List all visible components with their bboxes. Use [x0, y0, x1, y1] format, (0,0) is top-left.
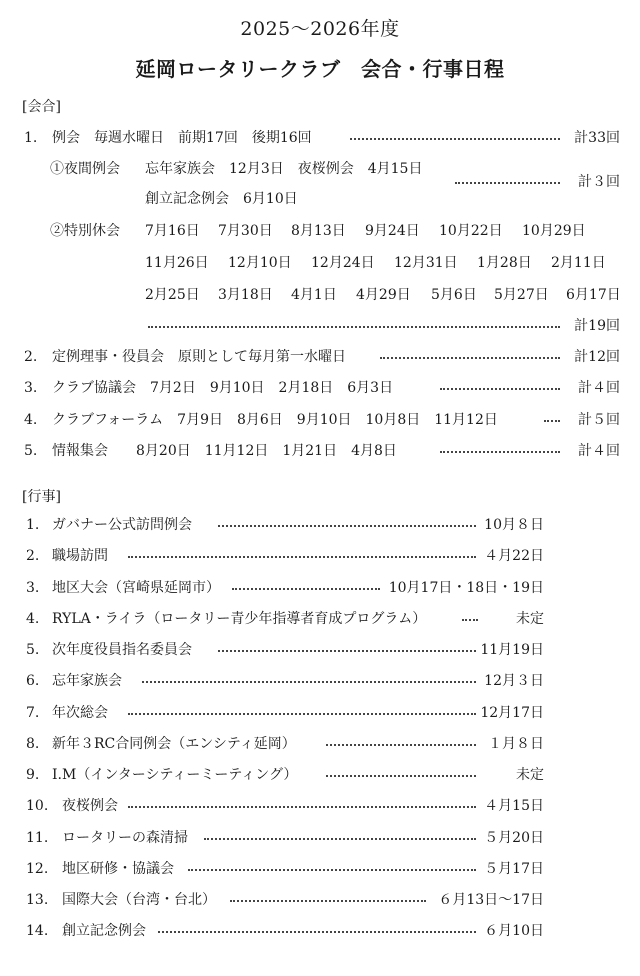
leader-dots [380, 357, 560, 359]
event-item [0, 640, 640, 660]
event-item [0, 890, 640, 910]
event-number: 12. [26, 861, 49, 877]
holiday-date: 2月11日 [551, 255, 606, 271]
event-name: 年次総会 [52, 705, 108, 721]
fiscal-year: 2025〜2026年度 [240, 18, 400, 40]
event-item [0, 921, 640, 941]
event-date: 12月17日 [480, 705, 544, 721]
meeting-text: 例会 毎週水曜日 前期17回 後期16回 [52, 130, 312, 146]
event-item [0, 828, 640, 848]
event-item [0, 609, 640, 629]
meeting-text: クラブ協議会 7月2日 9月10日 2月18日 6月3日 [52, 380, 394, 396]
event-date: 未定 [516, 767, 544, 783]
holiday-date: 2月25日 [145, 287, 200, 303]
leader-dots [462, 619, 478, 621]
holiday-date: 8月13日 [291, 223, 346, 239]
event-name: RYLA・ライラ（ロータリー青少年指導者育成プログラム） [52, 611, 427, 627]
meeting-total: 計４回 [578, 443, 620, 459]
event-item [0, 515, 640, 535]
event-number: 11. [26, 830, 49, 846]
holiday-date: 7月16日 [145, 223, 200, 239]
event-name: 国際大会（台湾・台北） [62, 892, 216, 908]
event-date: ４月22日 [484, 548, 544, 564]
meeting-text: 情報集会 8月20日 11月12日 1月21日 4月8日 [52, 443, 397, 459]
leader-dots [188, 869, 476, 871]
night-meeting-label: ①夜間例会 [50, 161, 120, 177]
leader-dots [128, 806, 476, 808]
event-date: ５月20日 [484, 830, 544, 846]
special-holiday-row-3 [0, 285, 640, 305]
special-holiday-row-2 [0, 253, 640, 273]
leader-dots [326, 775, 476, 777]
event-date: １月８日 [488, 736, 544, 752]
holiday-date: 10月22日 [439, 223, 503, 239]
leader-dots [218, 650, 476, 652]
meeting-total: 計12回 [574, 349, 620, 365]
meeting-item-2 [0, 347, 640, 367]
leader-dots [142, 681, 476, 683]
leader-dots [440, 388, 560, 390]
event-item [0, 765, 640, 785]
meeting-number: 3. [24, 380, 38, 396]
event-number: 14. [26, 923, 49, 939]
holiday-date: 3月18日 [218, 287, 273, 303]
event-number: 9. [26, 767, 40, 783]
holiday-date: 12月24日 [311, 255, 375, 271]
event-item [0, 859, 640, 879]
event-name: 新年３RC合同例会（エンシティ延岡） [52, 736, 296, 752]
holiday-date: 6月17日 [566, 287, 621, 303]
event-date: 10月８日 [484, 517, 544, 533]
event-item [0, 578, 640, 598]
event-name: 創立記念例会 [62, 923, 146, 939]
night-meeting-total: 計３回 [578, 174, 620, 190]
leader-dots [158, 931, 476, 933]
event-date: ４月15日 [484, 798, 544, 814]
leader-dots [440, 451, 560, 453]
special-holiday-row-1 [0, 221, 640, 241]
leader-dots [128, 713, 476, 715]
event-date: ５月17日 [484, 861, 544, 877]
leader-dots [230, 900, 426, 902]
event-item [0, 796, 640, 816]
meeting-total: 計４回 [578, 380, 620, 396]
event-item [0, 671, 640, 691]
event-name: 夜桜例会 [62, 798, 118, 814]
event-name: 次年度役員指名委員会 [52, 642, 192, 658]
leader-dots [232, 588, 380, 590]
holiday-date: 4月1日 [291, 287, 337, 303]
event-number: 3. [26, 580, 40, 596]
event-date: 未定 [516, 611, 544, 627]
meetings-section-label: [会合] [22, 99, 61, 115]
holiday-date: 12月10日 [228, 255, 292, 271]
event-date: 10月17日・18日・19日 [388, 580, 544, 596]
events-section-label: [行事] [22, 489, 61, 505]
event-item [0, 703, 640, 723]
event-number: 6. [26, 673, 40, 689]
meeting-item-1 [0, 128, 640, 148]
leader-dots [148, 326, 560, 328]
event-number: 1. [26, 517, 40, 533]
holiday-date: 10月29日 [522, 223, 586, 239]
event-name: 地区研修・協議会 [62, 861, 174, 877]
event-name: I.M（インターシティーミーティング） [52, 767, 298, 783]
meeting-total: 計５回 [578, 412, 620, 428]
event-date: 12月３日 [484, 673, 544, 689]
meeting-number: 1. [24, 130, 38, 146]
leader-dots [204, 838, 476, 840]
night-meeting-line-2: 創立記念例会 6月10日 [145, 191, 298, 207]
meeting-text: 定例理事・役員会 原則として毎月第一水曜日 [52, 349, 346, 365]
event-item [0, 546, 640, 566]
leader-dots [218, 525, 476, 527]
event-number: 4. [26, 611, 40, 627]
holiday-date: 12月31日 [394, 255, 458, 271]
event-date: ６月10日 [484, 923, 544, 939]
holiday-date: 7月30日 [218, 223, 273, 239]
special-holiday-total: 計19回 [574, 318, 620, 334]
event-number: 8. [26, 736, 40, 752]
event-name: ガバナー公式訪問例会 [52, 517, 192, 533]
event-name: 職場訪問 [52, 548, 108, 564]
holiday-date: 5月6日 [431, 287, 477, 303]
meeting-text: クラブフォーラム 7月9日 8月6日 9月10日 10月8日 11月12日 [52, 412, 498, 428]
special-holiday-total-row [0, 316, 640, 336]
event-number: 2. [26, 548, 40, 564]
leader-dots [326, 744, 476, 746]
event-number: 5. [26, 642, 40, 658]
event-number: 10. [26, 798, 49, 814]
leader-dots [455, 182, 560, 184]
night-meeting-line-1: 忘年家族会 12月3日 夜桜例会 4月15日 [145, 161, 423, 177]
meeting-number: 2. [24, 349, 38, 365]
event-number: 13. [26, 892, 49, 908]
meeting-number: 4. [24, 412, 38, 428]
event-date: 11月19日 [480, 642, 544, 658]
holiday-date: 9月24日 [365, 223, 420, 239]
meeting-item-5 [0, 441, 640, 461]
event-date: ６月13日〜17日 [438, 892, 544, 908]
leader-dots [350, 138, 560, 140]
meeting-item-3 [0, 378, 640, 398]
holiday-date: 4月29日 [356, 287, 411, 303]
meeting-total: 計33回 [574, 130, 620, 146]
night-meeting-row-2 [0, 189, 640, 209]
event-name: ロータリーの森清掃 [62, 830, 188, 846]
holiday-date: 5月27日 [494, 287, 549, 303]
event-item [0, 734, 640, 754]
meeting-number: 5. [24, 443, 38, 459]
event-name: 忘年家族会 [52, 673, 122, 689]
special-holiday-label: ②特別休会 [50, 223, 120, 239]
event-number: 7. [26, 705, 40, 721]
leader-dots [128, 556, 476, 558]
page-title: 延岡ロータリークラブ 会合・行事日程 [135, 57, 505, 81]
event-name: 地区大会（宮崎県延岡市） [52, 580, 220, 596]
meeting-item-4 [0, 410, 640, 430]
holiday-date: 11月26日 [145, 255, 209, 271]
leader-dots [544, 420, 560, 422]
holiday-date: 1月28日 [477, 255, 532, 271]
